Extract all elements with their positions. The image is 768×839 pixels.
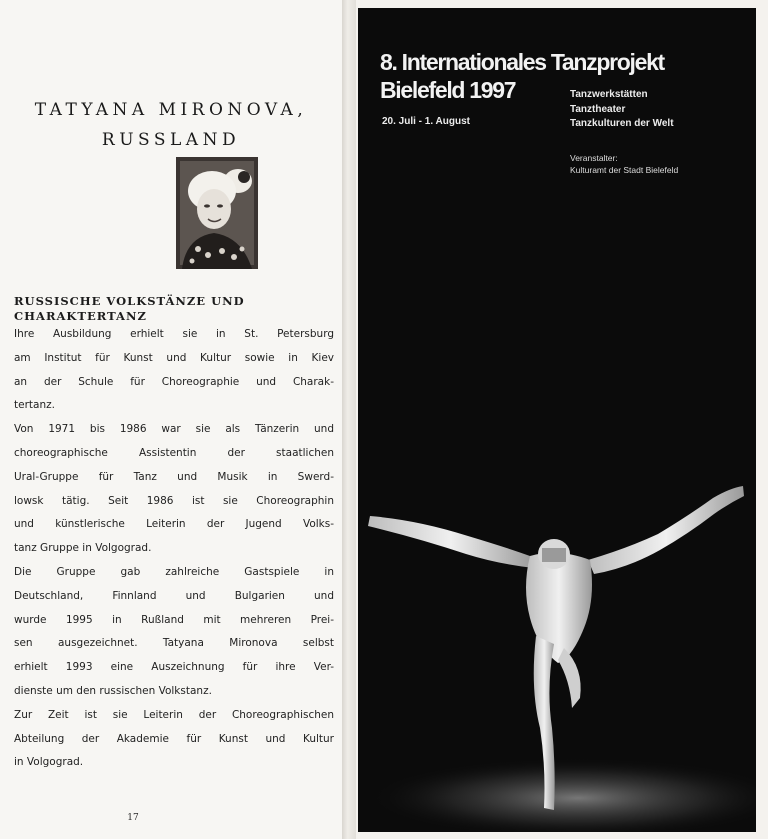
program-item: Tanztheater: [570, 103, 626, 115]
section-title-line-1: RUSSISCHE VOLKSTÄNZE UND: [14, 294, 245, 308]
festival-title-line-1: 8. Internationales Tanzprojekt: [380, 49, 664, 75]
bio-line: in Volgograd.: [14, 756, 84, 769]
biography-text: [14, 323, 334, 775]
bio-line: erhielt 1993 eine Auszeichnung für ihre Ver-: [14, 661, 334, 674]
left-page: [0, 0, 342, 839]
page-number: 17: [127, 813, 139, 823]
bio-line: Ihre Ausbildung erhielt sie in St. Petersburg: [14, 328, 334, 340]
section-title: [14, 294, 334, 324]
artist-name: TATYANA MIRONOVA,: [34, 100, 308, 120]
bio-line: Deutschland, Finnland und Bulgarien und: [14, 589, 334, 602]
festival-poster: [358, 8, 756, 832]
section-title-line-2: CHARAKTERTANZ: [14, 309, 147, 323]
program-item: Tanzkulturen der Welt: [570, 118, 674, 129]
bio-line: tanz Gruppe in Volgograd.: [14, 542, 152, 555]
artist-portrait-photo: [176, 157, 258, 269]
portrait-image: [176, 157, 258, 269]
dancer-photo: [358, 8, 756, 832]
page-fold: [342, 0, 356, 839]
program-item: Tanzwerkstätten: [570, 89, 648, 100]
festival-title-line-2: Bielefeld 1997: [380, 77, 516, 103]
bio-line: Von 1971 bis 1986 war sie als Tänzerin und: [14, 423, 334, 436]
program-list: [570, 88, 674, 132]
bio-line: am Institut für Kunst und Kultur sowie in Kiev: [14, 351, 334, 364]
bio-line: sen ausgezeichnet. Tatyana Mironova selbst: [14, 637, 334, 650]
bio-line: lowsk tätig. Seit 1986 ist sie Choreographin: [14, 494, 334, 507]
artist-country: RUSSLAND: [101, 130, 241, 150]
bio-line: Zur Zeit ist sie Leiterin der Choreographischen: [14, 708, 334, 721]
bio-line: und künstlerische Leiterin der Jugend Volks-: [14, 518, 334, 531]
bio-line: Die Gruppe gab zahlreiche Gastspiele in: [14, 565, 334, 578]
bio-line: Abteilung der Akademie für Kunst und Kultur: [14, 732, 334, 745]
festival-dates: 20. Juli - 1. August: [382, 116, 470, 127]
bio-line: tertanz.: [14, 399, 55, 412]
bio-line: choreographische Assistentin der staatlichen: [14, 446, 334, 459]
artist-name-heading: [0, 95, 342, 155]
organizer-label: Veranstalter:: [570, 153, 618, 163]
organizer-name: Kulturamt der Stadt Bielefeld: [570, 165, 679, 175]
bio-line: an der Schule für Choreographie und Charak-: [14, 375, 334, 388]
bio-line: dienste um den russischen Volkstanz.: [14, 684, 212, 697]
bio-line: Ural-Gruppe für Tanz und Musik in Swerd-: [14, 470, 334, 483]
bio-line: wurde 1995 in Rußland mit mehreren Prei-: [14, 613, 334, 626]
organizer-info: [570, 152, 678, 176]
